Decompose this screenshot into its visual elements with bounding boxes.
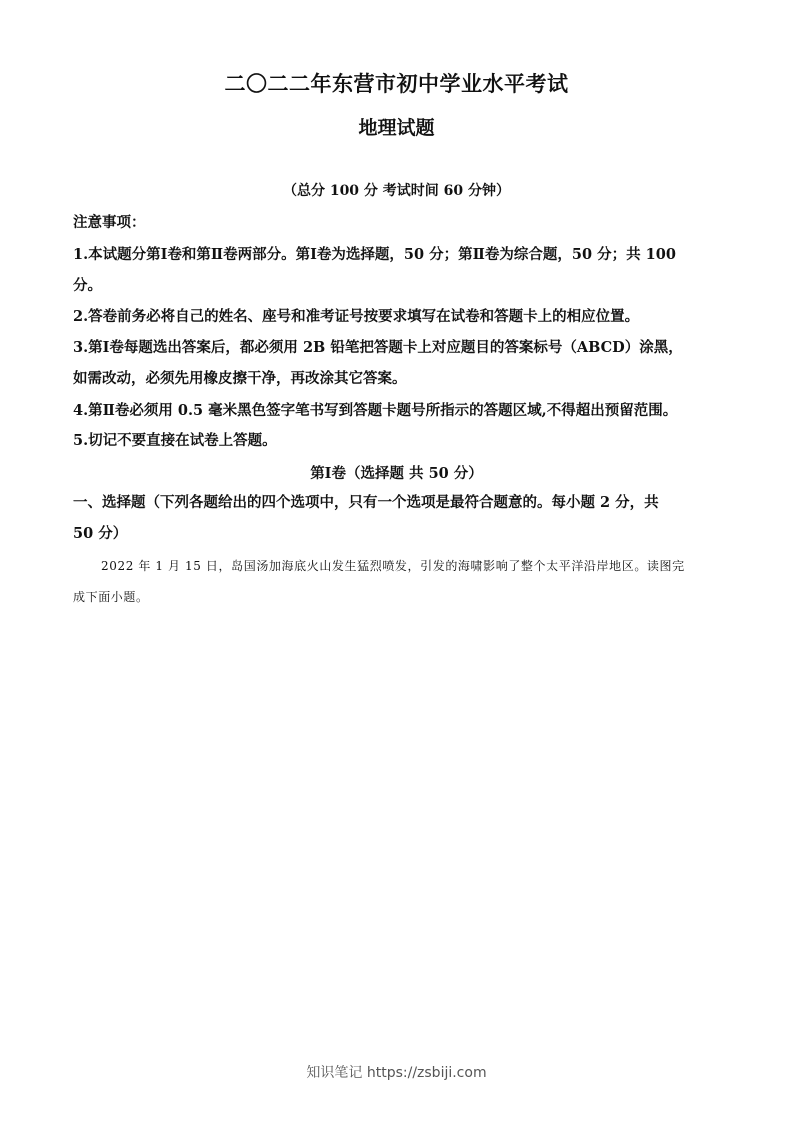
subject-title: 地理试题 bbox=[358, 117, 435, 139]
note-line-1-cont: 分。 bbox=[73, 277, 102, 294]
exam-title: 二〇二二年东营市初中学业水平考试 bbox=[224, 71, 569, 96]
intro-line-2: 成下面小题。 bbox=[73, 590, 149, 604]
note-line-3-cont: 如需改动，必须先用橡皮擦干净，再改涂其它答案。 bbox=[73, 370, 407, 387]
note-line-2: 2.答卷前务必将自己的姓名、座号和准考证号按要求填写在试卷和答题卡上的相应位置。 bbox=[73, 308, 640, 325]
notes-heading: 注意事项： bbox=[73, 214, 146, 231]
part1-heading: 第Ⅰ卷（选择题 共 50 分） bbox=[310, 465, 483, 482]
footer-watermark: 知识笔记 https://zsbiji.com bbox=[306, 1065, 487, 1081]
instruction-line-2: 50 分） bbox=[73, 525, 128, 542]
note-line-1: 1.本试题分第Ⅰ卷和第Ⅱ卷两部分。第Ⅰ卷为选择题，50 分；第Ⅱ卷为综合题，50 分；共 100 bbox=[73, 246, 676, 263]
intro-line-1: 2022 年 1 月 15 日，岛国汤加海底火山发生猛烈喷发，引发的海啸影响了整个太平洋沿岸地区。读图完 bbox=[101, 559, 685, 573]
instruction-line-1: 一、选择题（下列各题给出的四个选项中，只有一个选项是最符合题意的。每小题 2 分，共 bbox=[73, 494, 659, 511]
note-line-5: 5.切记不要直接在试卷上答题。 bbox=[73, 432, 277, 449]
exam-info: （总分 100 分 考试时间 60 分钟） bbox=[282, 183, 511, 199]
note-line-3: 3.第Ⅰ卷每题选出答案后，都必须用 2B 铅笔把答题卡上对应题目的答案标号（ABCD）涂黑， bbox=[73, 339, 683, 356]
note-line-4: 4.第Ⅱ卷必须用 0.5 毫米黑色签字笔书写到答题卡题号所指示的答题区域,不得超出预留范围。 bbox=[73, 402, 678, 419]
